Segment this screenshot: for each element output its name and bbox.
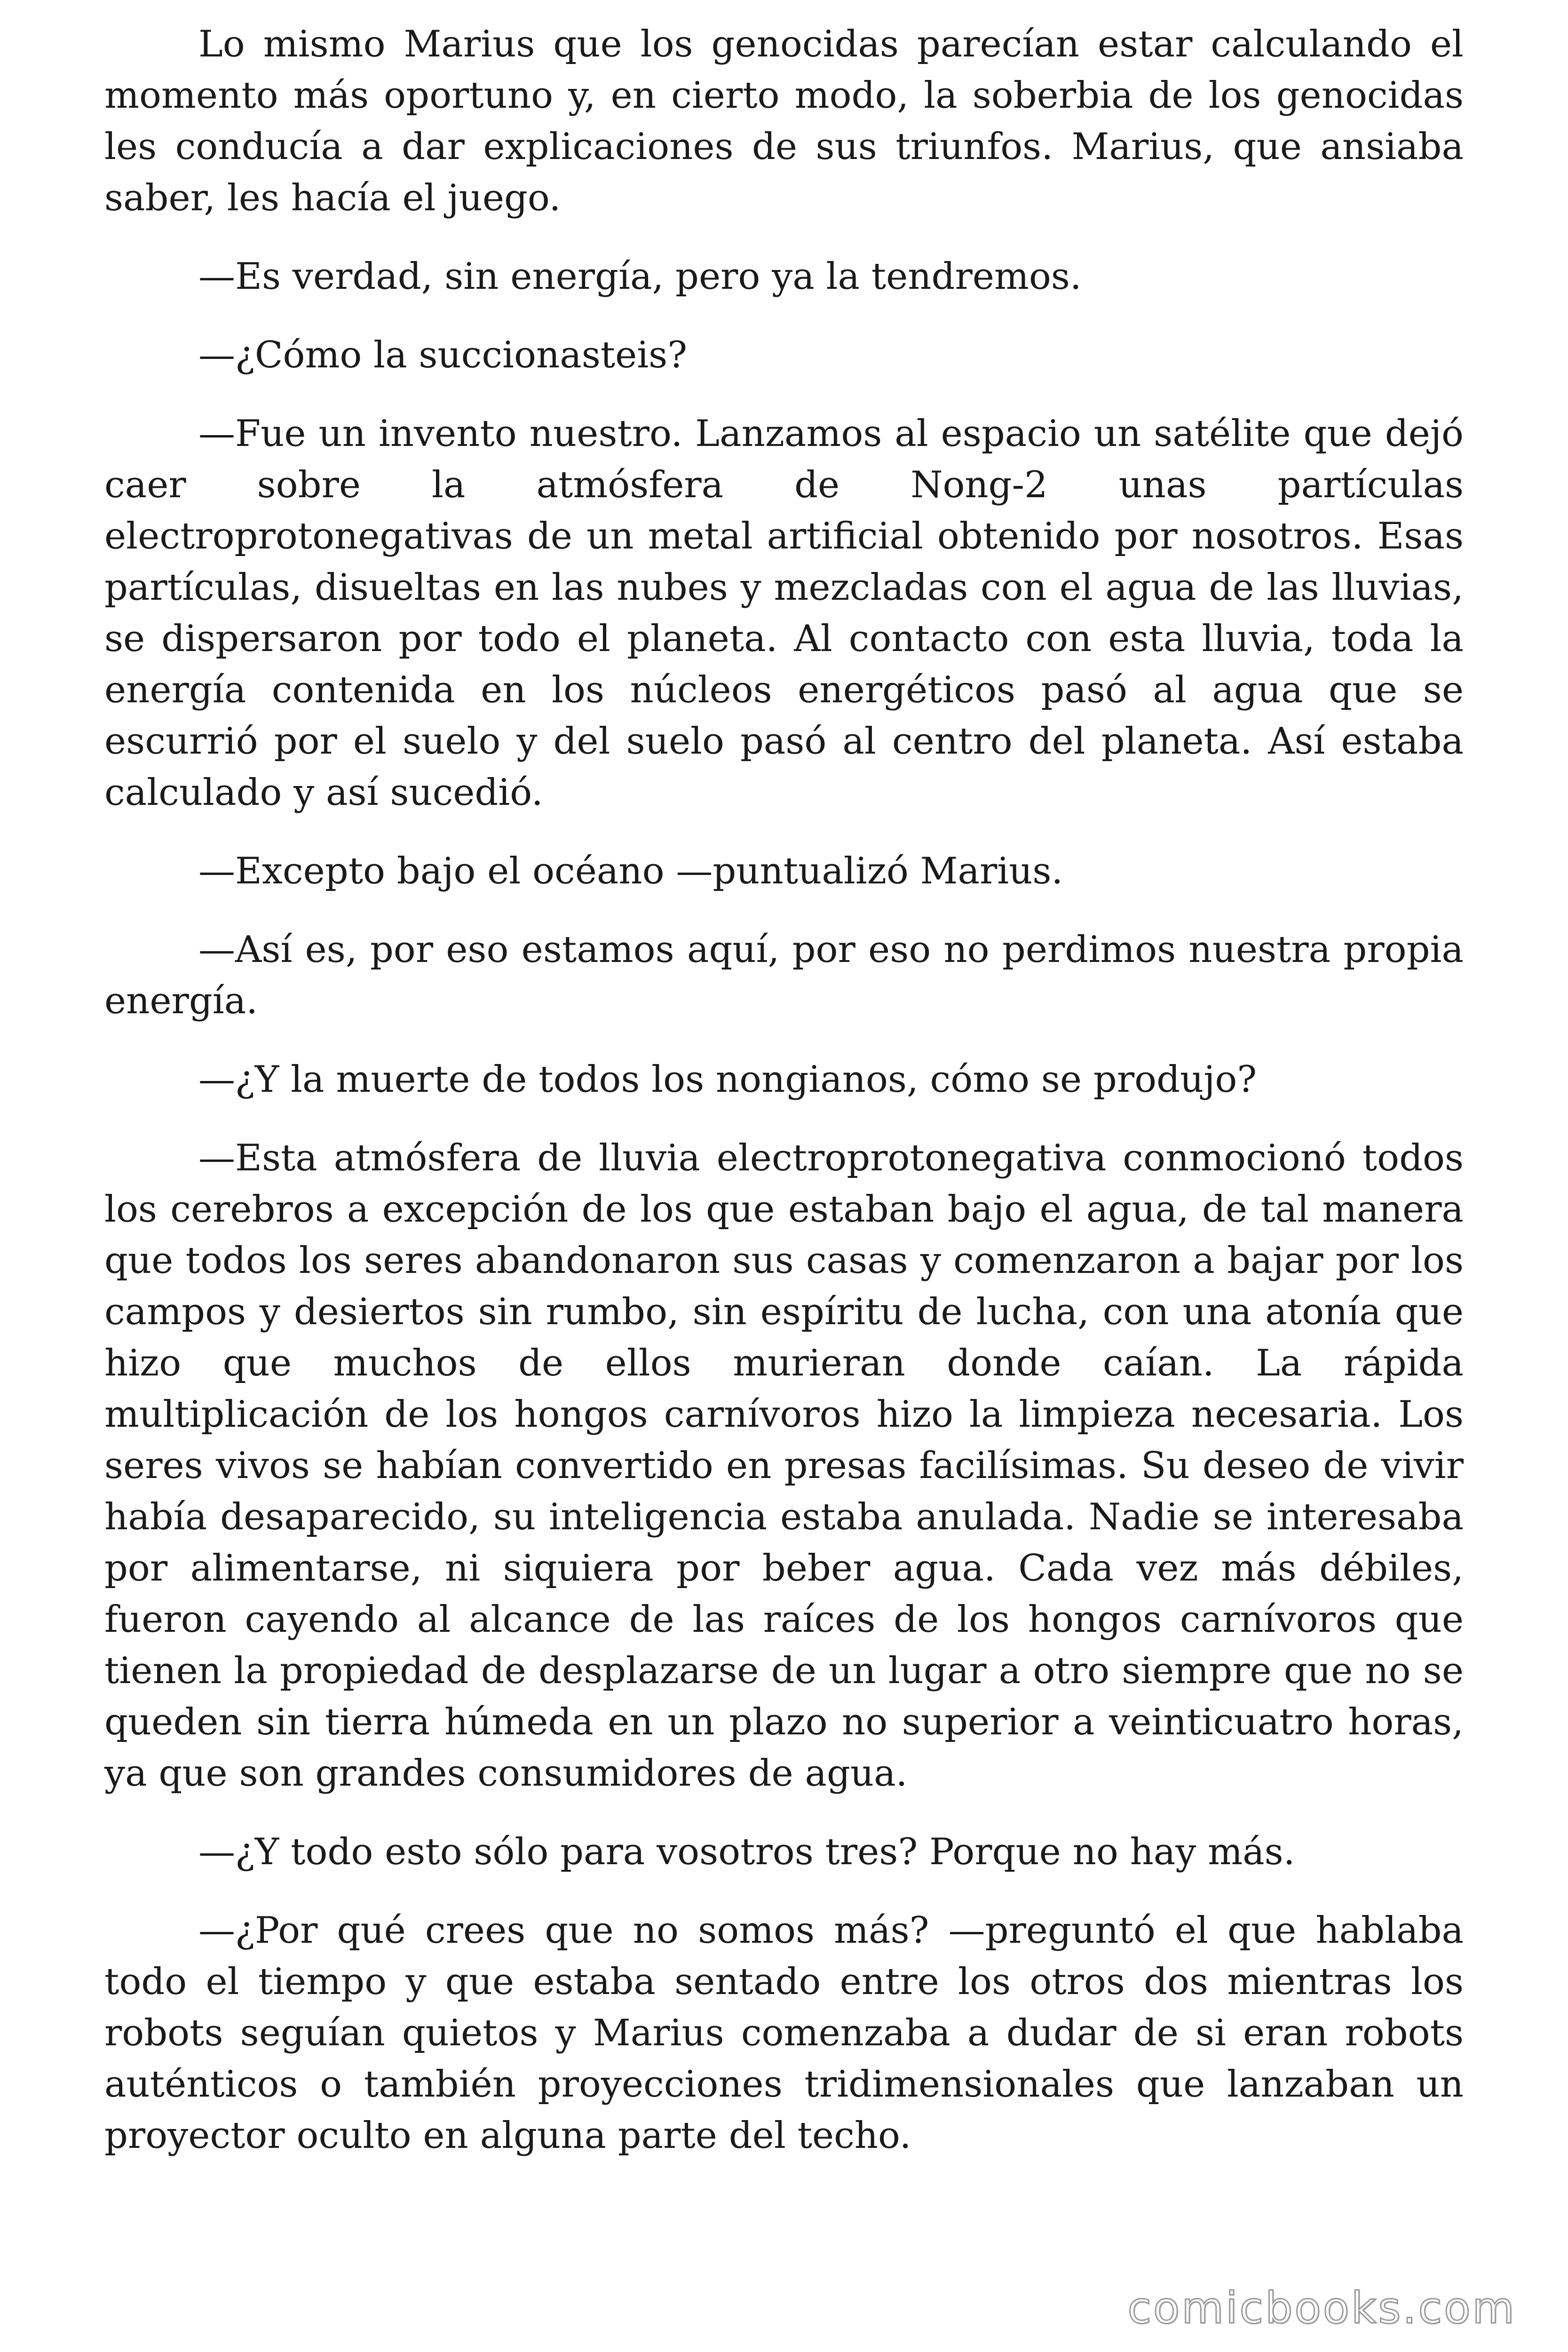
paragraph: Lo mismo Marius que los genocidas parecían estar calculando el momento más oportuno y, en cierto modo, la soberbia de los genocidas les conducía a dar explicaciones de sus triunfos. Marius, que ansiaba saber, les hacía el juego. — [104, 23, 1464, 219]
paragraph: —¿Y la muerte de todos los nongianos, cómo se produjo? — [198, 1058, 1257, 1101]
paragraph: —Fue un invento nuestro. Lanzamos al espacio un satélite que dejó caer sobre la atmósfera de Nong-2 unas partículas electroprotonegativas de un metal artificial obtenido por nosotros. Esas partículas, disueltas en las nubes y mezcladas con el agua de las lluvias, se dispersaron por todo el planeta. Al contacto con esta lluvia, toda la energía contenida en los núcleos energéticos pasó al agua que se escurrió por el suelo y del suelo pasó al centro del planeta. Así estaba calculado y así sucedió. — [104, 413, 1464, 814]
paragraph: —¿Y todo esto sólo para vosotros tres? Porque no hay más. — [198, 1831, 1295, 1873]
paragraph: —¿Cómo la succionasteis? — [198, 334, 688, 376]
paragraph: —Excepto bajo el océano —puntualizó Marius. — [198, 850, 1063, 892]
watermark: comicbooks.com — [1127, 2283, 1516, 2333]
paragraph: —¿Por qué crees que no somos más? —preguntó el que hablaba todo el tiempo y que estaba sentado entre los otros dos mientras los robots seguían quietos y Marius comenzaba a dudar de si eran robots auténticos o también proyecciones tridimensionales que lanzaban un proyector oculto en alguna parte del techo. — [104, 1909, 1464, 2157]
paragraph: —Esta atmósfera de lluvia electroprotonegativa conmocionó todos los cerebros a excepción de los que estaban bajo el agua, de tal manera que todos los seres abandonaron sus casas y comenzaron a bajar por los campos y desiertos sin rumbo, sin espíritu de lucha, con una atonía que hizo que muchos de ellos murieran donde caían. La rápida multiplicación de los hongos carnívoros hizo la limpieza necesaria. Los seres vivos se habían convertido en presas facilísimas. Su deseo de vivir había desaparecido, su inteligencia estaba anulada. Nadie se interesaba por alimentarse, ni siquiera por beber agua. Cada vez más débiles, fueron cayendo al alcance de las raíces de los hongos carnívoros que tienen la propiedad de desplazarse de un lugar a otro siempre que no se queden sin tierra húmeda en un plazo no superior a veinticuatro horas, ya que son grandes consumidores de agua. — [104, 1137, 1464, 1795]
document-page — [104, 19, 1464, 2189]
paragraph: —Es verdad, sin energía, pero ya la tendremos. — [198, 255, 1082, 298]
paragraph: —Así es, por eso estamos aquí, por eso no perdimos nuestra propia energía. — [104, 929, 1464, 1022]
